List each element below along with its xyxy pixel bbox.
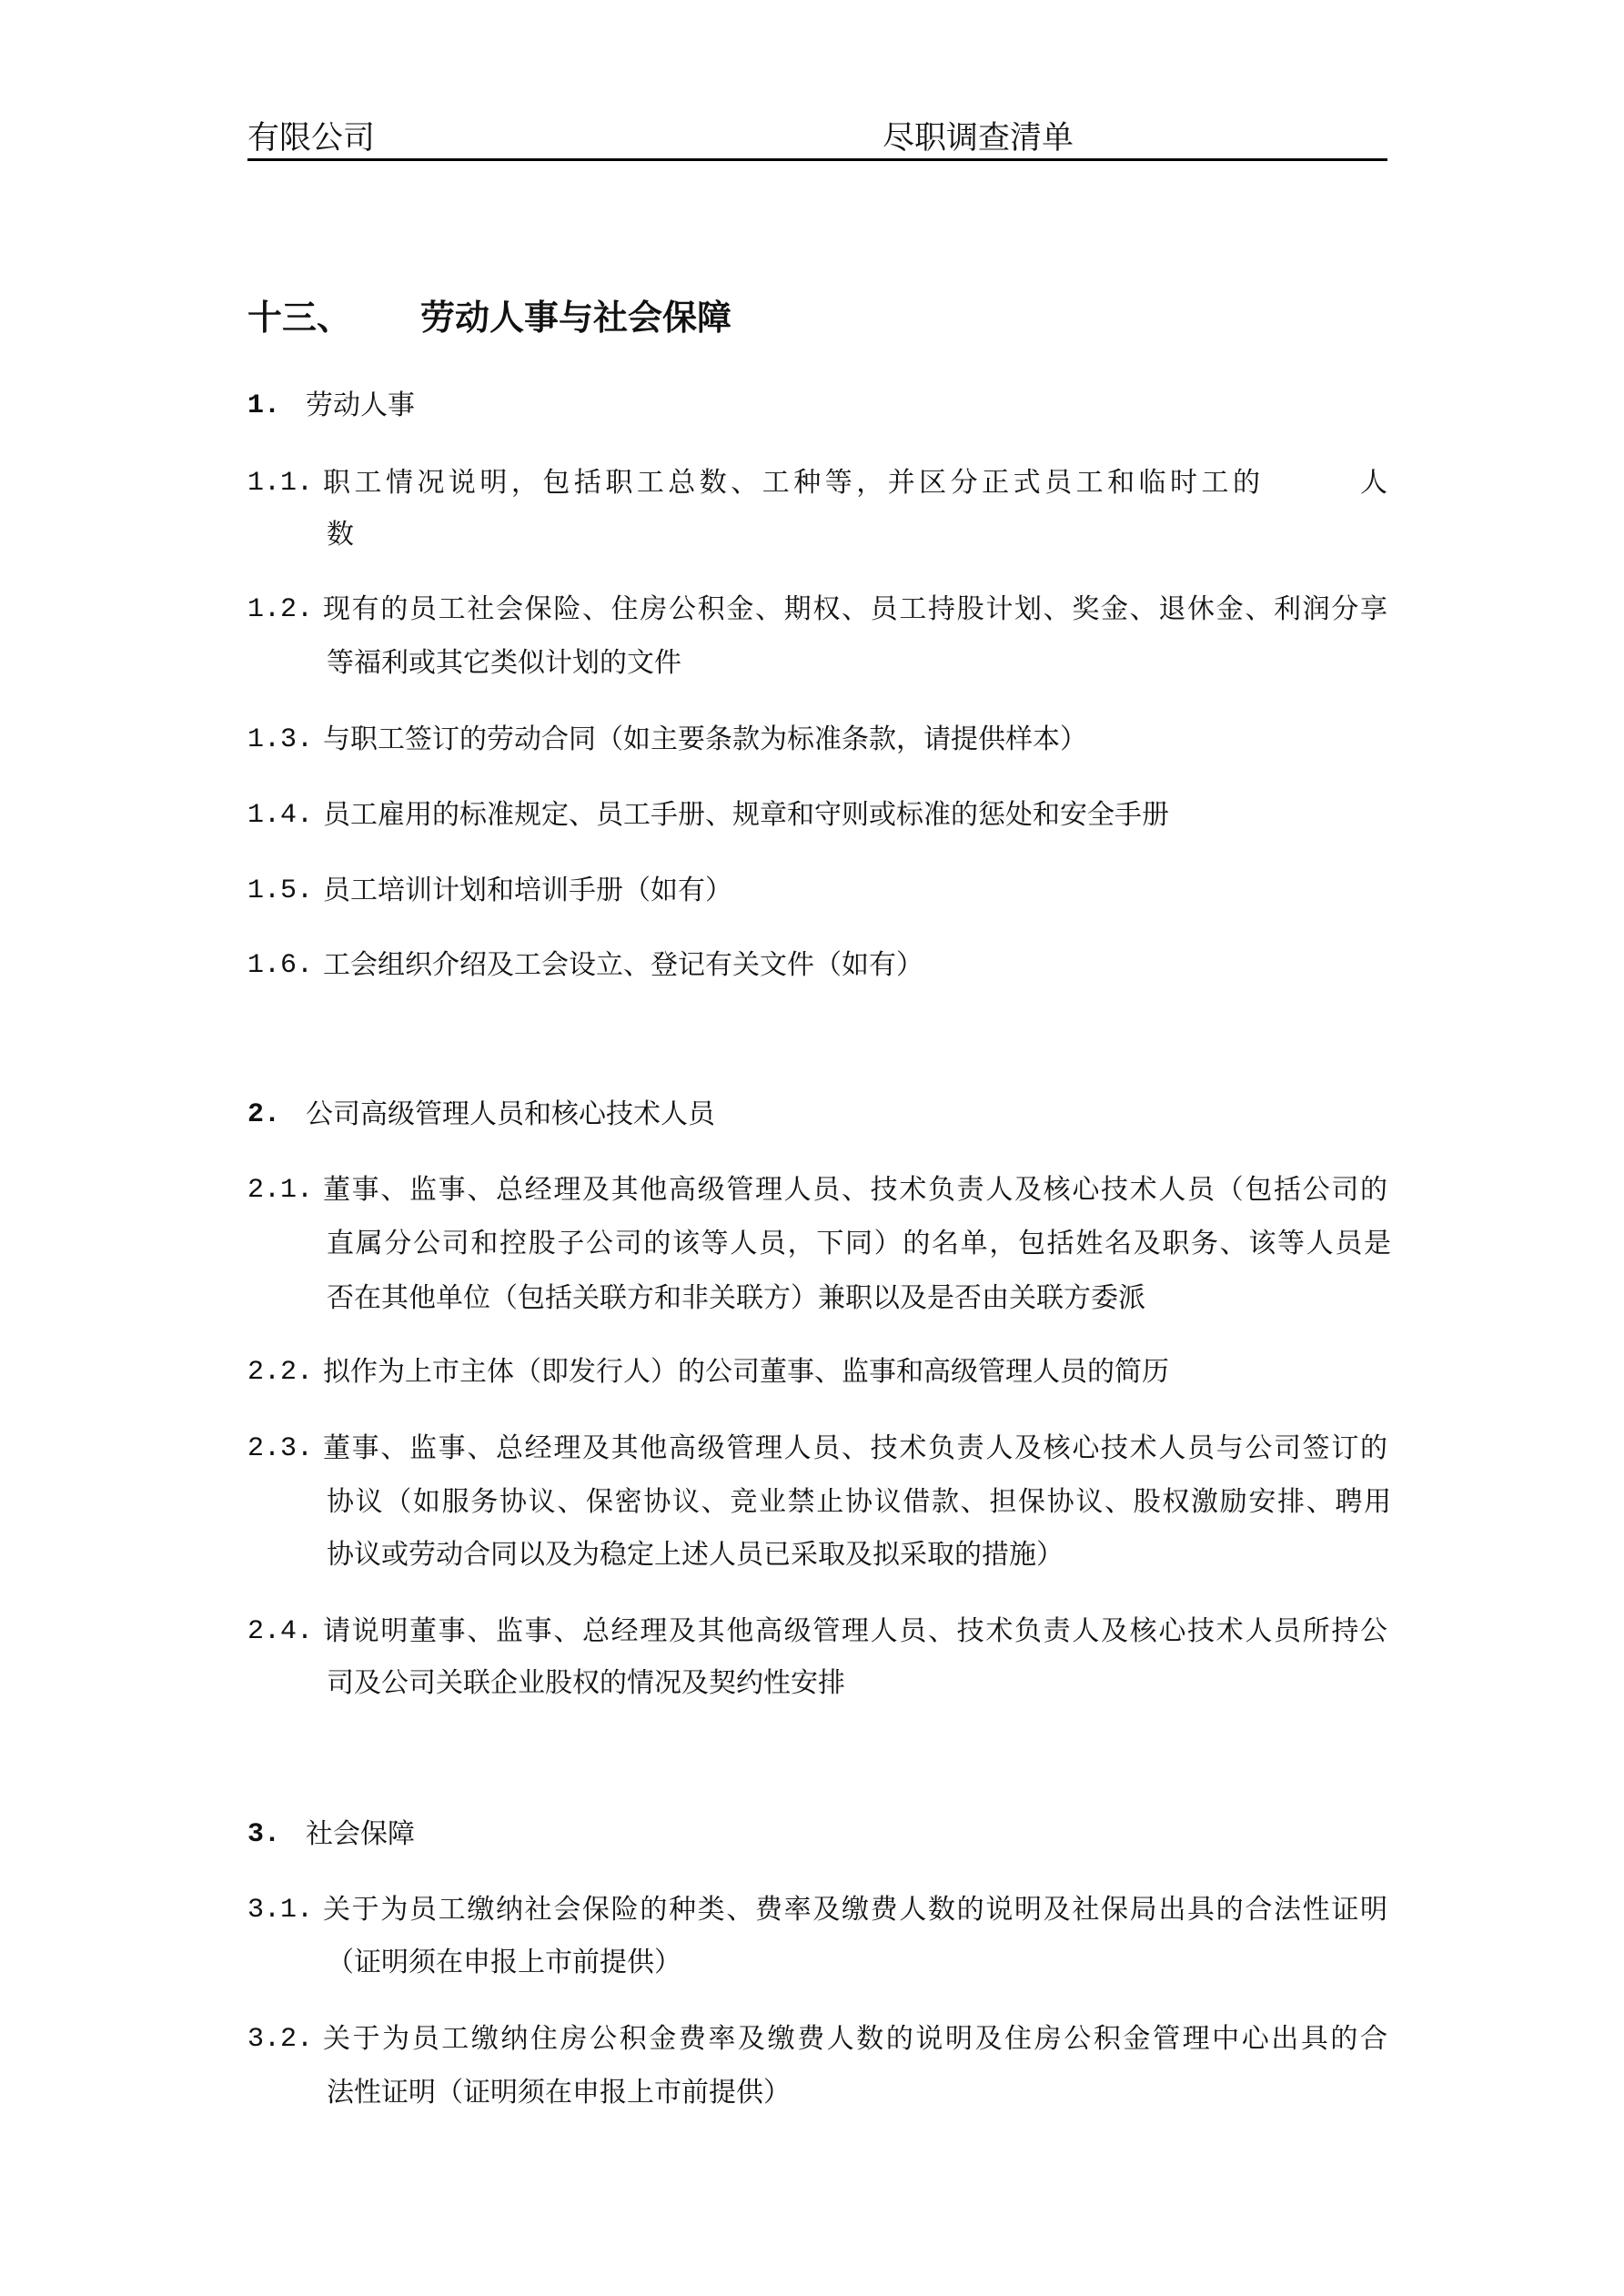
item-text-line: 员工培训计划和培训手册（如有） — [323, 875, 732, 906]
item-text-line: 职工情况说明，包括职工总数、工种等，并区分正式员工和临时工的 — [323, 467, 1260, 499]
section-number: 3. — [247, 1819, 281, 1850]
section-number: 2. — [247, 1099, 281, 1130]
item-text-line: 现有的员工社会保险、住房公积金、期权、员工持股计划、奖金、退休金、利润分享 — [323, 593, 1387, 625]
item-text-line: 司及公司关联企业股权的情况及契约性安排 — [327, 1667, 845, 1699]
item-text-line: 关于为员工缴纳社会保险的种类、费率及缴费人数的说明及社保局出具的合法性证明 — [323, 1894, 1387, 1926]
item-text-line: 直属分公司和控股子公司的该等人员，下同）的名单，包括姓名及职务、该等人员是 — [327, 1228, 1391, 1259]
section-title: 公司高级管理人员和核心技术人员 — [306, 1098, 715, 1130]
item-text-line: 协议或劳动合同以及为稳定上述人员已采取及拟采取的措施） — [327, 1539, 1064, 1571]
item-text-line: 关于为员工缴纳住房公积金费率及缴费人数的说明及住房公积金管理中心出具的合 — [323, 2023, 1387, 2055]
section-number: 1. — [247, 390, 281, 421]
item-number: 3.1. — [247, 1895, 314, 1926]
item-text-line: 与职工签订的劳动合同（如主要条款为标准条款，请提供样本） — [323, 723, 1087, 755]
item-number: 1.4. — [247, 800, 314, 831]
header-doc-title: 尽职调查清单 — [883, 120, 1074, 157]
item-text-line: 数 — [327, 519, 354, 551]
header-company: 有限公司 — [247, 120, 376, 157]
section-title: 社会保障 — [306, 1818, 415, 1850]
item-text-line: 工会组织介绍及工会设立、登记有关文件（如有） — [323, 949, 923, 981]
item-number: 1.5. — [247, 875, 314, 906]
item-number: 1.2. — [247, 594, 314, 625]
item-number: 2.1. — [247, 1175, 314, 1206]
item-text-line: 等福利或其它类似计划的文件 — [327, 647, 681, 679]
item-text-line: 否在其他单位（包括关联方和非关联方）兼职以及是否由关联方委派 — [327, 1282, 1145, 1314]
chapter-title: 劳动人事与社会保障 — [420, 297, 732, 338]
item-number: 2.2. — [247, 1357, 314, 1388]
item-text-line: 协议（如服务协议、保密协议、竞业禁止协议借款、担保协议、股权激励安排、聘用 — [327, 1486, 1391, 1518]
item-text-trailing: 人 — [1360, 467, 1387, 499]
item-number: 1.3. — [247, 724, 314, 755]
item-text-line: 董事、监事、总经理及其他高级管理人员、技术负责人及核心技术人员与公司签订的 — [323, 1432, 1387, 1464]
item-text-line: 法性证明（证明须在申报上市前提供） — [327, 2077, 791, 2109]
header-divider — [247, 158, 1387, 161]
item-number: 2.3. — [247, 1433, 314, 1464]
item-number: 2.4. — [247, 1616, 314, 1647]
section-title: 劳动人事 — [306, 389, 415, 421]
item-number: 1.1. — [247, 468, 314, 499]
item-number: 3.2. — [247, 2024, 314, 2055]
chapter-number: 十三、 — [247, 301, 352, 340]
chapter-heading — [247, 297, 731, 342]
item-number: 1.6. — [247, 950, 314, 981]
item-text-line: 董事、监事、总经理及其他高级管理人员、技术负责人及核心技术人员（包括公司的 — [323, 1174, 1387, 1206]
item-text-line: 员工雇用的标准规定、员工手册、规章和守则或标准的惩处和安全手册 — [323, 799, 1169, 831]
item-text-line: （证明须在申报上市前提供） — [327, 1947, 681, 1978]
item-text-line: 拟作为上市主体（即发行人）的公司董事、监事和高级管理人员的简历 — [323, 1356, 1169, 1388]
item-text-line: 请说明董事、监事、总经理及其他高级管理人员、技术负责人及核心技术人员所持公 — [323, 1615, 1387, 1647]
